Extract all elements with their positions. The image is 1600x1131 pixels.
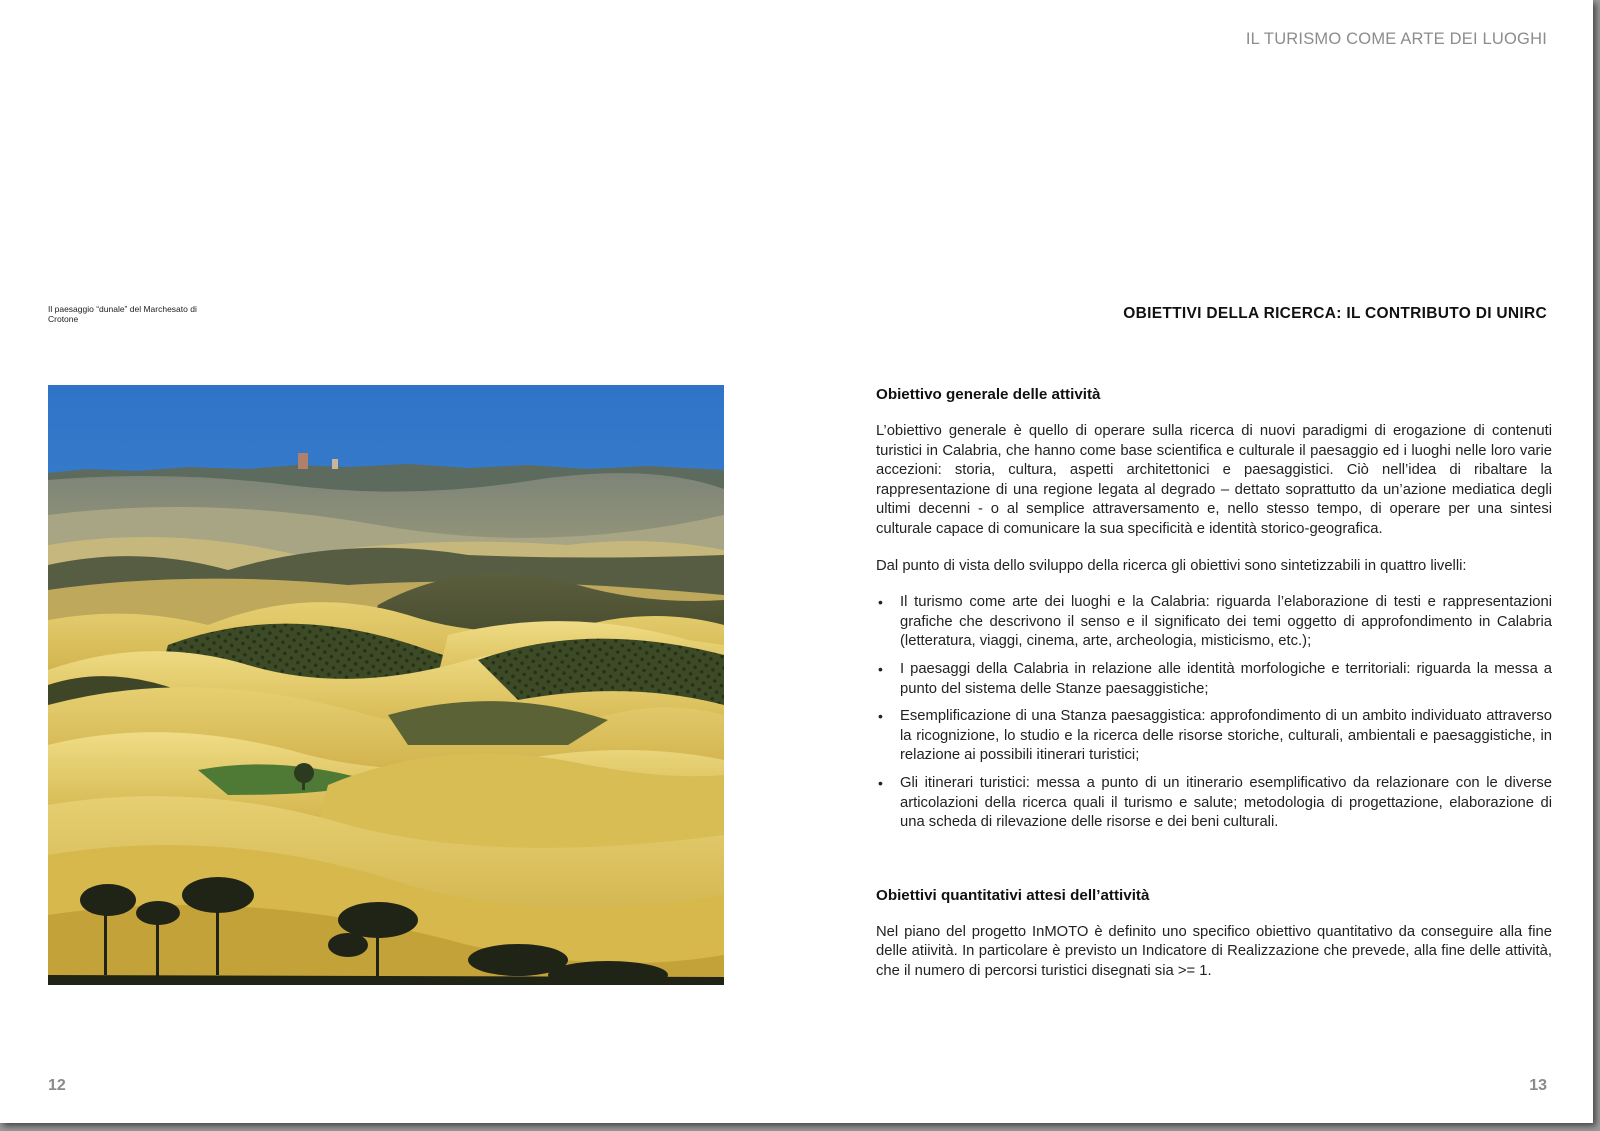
paragraph-general: L’obiettivo generale è quello di operare sulla ricerca di nuovi paradigmi di erogazione di contenuti turistici in Calabria, che hanno come base scientifica e culturale il paesaggio ed i luoghi nelle loro varie accezioni: storia, cultura, aspetti architettonici e paesaggistici. Ciò nell’idea di ribaltare la rappresentazione di una regione legata al degrado – dettato soprattutto da un’azione mediatica degli ultimi decenni - o al semplice attraversamento e, nello stesso tempo, di operare per una sintesi culturale capace di comunicare la sua specificità e identità storico-geografica. [876, 423, 1552, 537]
page-number-left: 12 [48, 1077, 66, 1094]
heading-general: Obiettivo generale delle attività [876, 386, 1101, 403]
bullet-icon: • [878, 660, 883, 677]
bullet-icon: • [878, 774, 883, 791]
list-item-text: Gli itinerari turistici: messa a punto di un itinerario esemplificativo da relazionare con le diverse articolazioni della ricerca quali il turismo e salute; metodologia di progettazione, elaborazione di una scheda di rilevazione delle risorse e dei beni culturali. [900, 774, 1552, 831]
list-item-text: Il turismo come arte dei luoghi e la Calabria: riguarda l’elaborazione di testi e rappresentazioni grafiche che descrivono il senso e il significato dei temi oggetto di approfondimento in Calabria (letteratura, viaggi, cinema, arte, archeologia, misticismo, etc.); [900, 594, 1552, 650]
list-item [876, 774, 1552, 833]
heading-quantitative: Obiettivi quantitativi attesi dell’attività [876, 886, 1150, 904]
page-number-right: 13 [1529, 1077, 1547, 1094]
paragraph-quantitative: Nel piano del progetto InMOTO è definito uno specifico obiettivo quantitativo da conseguire alla fine delle atiività. In particolare è previsto un Indicatore di Realizzazione che prevede, alla fine delle attività, che il numero di percorsi turistici disegnati sia >= 1. [876, 923, 1552, 979]
paragraph-levels: Dal punto di vista dello sviluppo della ricerca gli obiettivi sono sintetizzabili in quattro livelli: [876, 557, 1467, 574]
landscape-photo [48, 385, 724, 985]
bullet-icon: • [878, 594, 883, 611]
list-item-text: I paesaggi della Calabria in relazione alle identità morfologiche e territoriali: riguarda la messa a punto del sistema delle Stanze paesaggistiche; [900, 660, 1552, 697]
text-column [876, 385, 1552, 981]
section-title: OBIETTIVI DELLA RICERCA: IL CONTRIBUTO DI UNIRC [1123, 305, 1547, 322]
photo-caption: Il paesaggio “dunale” del Marchesato di Crotone [48, 304, 197, 324]
running-title: IL TURISMO COME ARTE DEI LUOGHI [1245, 30, 1547, 48]
list-item [876, 660, 1552, 699]
bullet-icon: • [878, 708, 883, 725]
list-item [876, 593, 1552, 652]
list-item [876, 707, 1552, 766]
list-item-text: Esemplificazione di una Stanza paesaggistica: approfondimento di un ambito individuato attraverso la ricognizione, lo studio e la ricerca delle risorse storiche, culturali, ambientali e paesaggistiche, in relazione ai possibili itinerari turistici; [900, 708, 1552, 764]
objectives-list [876, 593, 1552, 833]
